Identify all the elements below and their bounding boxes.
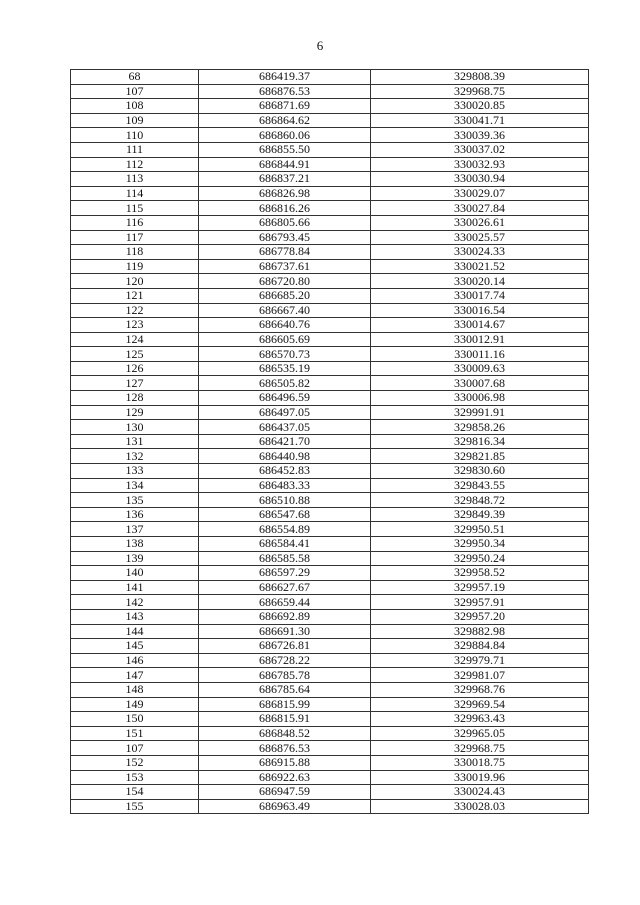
- table-row: [71, 113, 589, 128]
- y-coordinate-cell: 330039.36: [371, 128, 589, 143]
- x-coordinate-cell: 686837.21: [199, 172, 371, 187]
- x-coordinate-cell: 686585.58: [199, 551, 371, 566]
- y-coordinate-cell: 329843.55: [371, 478, 589, 493]
- point-number-cell: 143: [71, 609, 199, 624]
- point-number-cell: 107: [71, 741, 199, 756]
- table-row: [71, 303, 589, 318]
- table-row: [71, 580, 589, 595]
- y-coordinate-cell: 329958.52: [371, 566, 589, 581]
- table-row: [71, 318, 589, 333]
- x-coordinate-cell: 686440.98: [199, 449, 371, 464]
- table-row: [71, 449, 589, 464]
- x-coordinate-cell: 686860.06: [199, 128, 371, 143]
- y-coordinate-cell: 329991.91: [371, 405, 589, 420]
- point-number-cell: 144: [71, 624, 199, 639]
- point-number-cell: 149: [71, 697, 199, 712]
- table-row: [71, 551, 589, 566]
- table-row: [71, 288, 589, 303]
- table-row: [71, 332, 589, 347]
- x-coordinate-cell: 686510.88: [199, 493, 371, 508]
- point-number-cell: 119: [71, 259, 199, 274]
- table-row: [71, 172, 589, 187]
- y-coordinate-cell: 329882.98: [371, 624, 589, 639]
- point-number-cell: 141: [71, 580, 199, 595]
- point-number-cell: 128: [71, 391, 199, 406]
- y-coordinate-cell: 329957.91: [371, 595, 589, 610]
- y-coordinate-cell: 330012.91: [371, 332, 589, 347]
- table-row: [71, 142, 589, 157]
- x-coordinate-cell: 686720.80: [199, 274, 371, 289]
- point-number-cell: 145: [71, 639, 199, 654]
- x-coordinate-cell: 686421.70: [199, 434, 371, 449]
- x-coordinate-cell: 686685.20: [199, 288, 371, 303]
- y-coordinate-cell: 330028.03: [371, 799, 589, 814]
- table-row: [71, 595, 589, 610]
- y-coordinate-cell: 329849.39: [371, 507, 589, 522]
- table-row: [71, 609, 589, 624]
- table-row: [71, 493, 589, 508]
- point-number-cell: 135: [71, 493, 199, 508]
- y-coordinate-cell: 330026.61: [371, 215, 589, 230]
- y-coordinate-cell: 329884.84: [371, 639, 589, 654]
- point-number-cell: 113: [71, 172, 199, 187]
- y-coordinate-cell: 329830.60: [371, 464, 589, 479]
- y-coordinate-cell: 329968.76: [371, 682, 589, 697]
- x-coordinate-cell: 686876.53: [199, 84, 371, 99]
- y-coordinate-cell: 329808.39: [371, 70, 589, 85]
- point-number-cell: 107: [71, 84, 199, 99]
- x-coordinate-cell: 686815.91: [199, 712, 371, 727]
- point-number-cell: 120: [71, 274, 199, 289]
- x-coordinate-cell: 686452.83: [199, 464, 371, 479]
- table-row: [71, 157, 589, 172]
- point-number-cell: 117: [71, 230, 199, 245]
- table-row: [71, 420, 589, 435]
- point-number-cell: 138: [71, 537, 199, 552]
- x-coordinate-cell: 686871.69: [199, 99, 371, 114]
- point-number-cell: 140: [71, 566, 199, 581]
- table-row: [71, 434, 589, 449]
- point-number-cell: 116: [71, 215, 199, 230]
- point-number-cell: 133: [71, 464, 199, 479]
- table-row: [71, 478, 589, 493]
- y-coordinate-cell: 330020.85: [371, 99, 589, 114]
- table-row: [71, 99, 589, 114]
- table-row: [71, 755, 589, 770]
- y-coordinate-cell: 329950.34: [371, 537, 589, 552]
- table-row: [71, 405, 589, 420]
- table-row: [71, 566, 589, 581]
- y-coordinate-cell: 330009.63: [371, 361, 589, 376]
- y-coordinate-cell: 330007.68: [371, 376, 589, 391]
- y-coordinate-cell: 329963.43: [371, 712, 589, 727]
- x-coordinate-cell: 686805.66: [199, 215, 371, 230]
- x-coordinate-cell: 686659.44: [199, 595, 371, 610]
- table-row: [71, 682, 589, 697]
- x-coordinate-cell: 686584.41: [199, 537, 371, 552]
- table-row: [71, 391, 589, 406]
- point-number-cell: 142: [71, 595, 199, 610]
- y-coordinate-cell: 330029.07: [371, 186, 589, 201]
- x-coordinate-cell: 686844.91: [199, 157, 371, 172]
- table-row: [71, 653, 589, 668]
- point-number-cell: 152: [71, 755, 199, 770]
- table-row: [71, 70, 589, 85]
- x-coordinate-cell: 686864.62: [199, 113, 371, 128]
- x-coordinate-cell: 686826.98: [199, 186, 371, 201]
- y-coordinate-cell: 330016.54: [371, 303, 589, 318]
- table-row: [71, 537, 589, 552]
- point-number-cell: 109: [71, 113, 199, 128]
- coordinates-table: [70, 69, 589, 814]
- x-coordinate-cell: 686922.63: [199, 770, 371, 785]
- y-coordinate-cell: 330011.16: [371, 347, 589, 362]
- x-coordinate-cell: 686726.81: [199, 639, 371, 654]
- y-coordinate-cell: 329957.20: [371, 609, 589, 624]
- y-coordinate-cell: 329965.05: [371, 726, 589, 741]
- table-row: [71, 770, 589, 785]
- x-coordinate-cell: 686497.05: [199, 405, 371, 420]
- point-number-cell: 155: [71, 799, 199, 814]
- x-coordinate-cell: 686915.88: [199, 755, 371, 770]
- table-row: [71, 712, 589, 727]
- point-number-cell: 134: [71, 478, 199, 493]
- point-number-cell: 150: [71, 712, 199, 727]
- x-coordinate-cell: 686855.50: [199, 142, 371, 157]
- point-number-cell: 127: [71, 376, 199, 391]
- x-coordinate-cell: 686778.84: [199, 245, 371, 260]
- y-coordinate-cell: 330041.71: [371, 113, 589, 128]
- y-coordinate-cell: 329848.72: [371, 493, 589, 508]
- table-body: [71, 70, 589, 814]
- point-number-cell: 154: [71, 785, 199, 800]
- table-row: [71, 347, 589, 362]
- point-number-cell: 129: [71, 405, 199, 420]
- table-row: [71, 215, 589, 230]
- y-coordinate-cell: 330037.02: [371, 142, 589, 157]
- x-coordinate-cell: 686483.33: [199, 478, 371, 493]
- x-coordinate-cell: 686785.78: [199, 668, 371, 683]
- x-coordinate-cell: 686535.19: [199, 361, 371, 376]
- table-row: [71, 201, 589, 216]
- x-coordinate-cell: 686793.45: [199, 230, 371, 245]
- y-coordinate-cell: 329981.07: [371, 668, 589, 683]
- x-coordinate-cell: 686691.30: [199, 624, 371, 639]
- y-coordinate-cell: 330025.57: [371, 230, 589, 245]
- x-coordinate-cell: 686848.52: [199, 726, 371, 741]
- x-coordinate-cell: 686554.89: [199, 522, 371, 537]
- x-coordinate-cell: 686667.40: [199, 303, 371, 318]
- x-coordinate-cell: 686728.22: [199, 653, 371, 668]
- point-number-cell: 118: [71, 245, 199, 260]
- point-number-cell: 122: [71, 303, 199, 318]
- point-number-cell: 125: [71, 347, 199, 362]
- point-number-cell: 153: [71, 770, 199, 785]
- point-number-cell: 111: [71, 142, 199, 157]
- table-row: [71, 230, 589, 245]
- point-number-cell: 151: [71, 726, 199, 741]
- y-coordinate-cell: 330020.14: [371, 274, 589, 289]
- table-row: [71, 464, 589, 479]
- table-row: [71, 274, 589, 289]
- table-row: [71, 639, 589, 654]
- point-number-cell: 112: [71, 157, 199, 172]
- point-number-cell: 136: [71, 507, 199, 522]
- point-number-cell: 148: [71, 682, 199, 697]
- x-coordinate-cell: 686640.76: [199, 318, 371, 333]
- table-row: [71, 128, 589, 143]
- point-number-cell: 131: [71, 434, 199, 449]
- y-coordinate-cell: 330024.43: [371, 785, 589, 800]
- x-coordinate-cell: 686947.59: [199, 785, 371, 800]
- table-row: [71, 697, 589, 712]
- table-row: [71, 726, 589, 741]
- x-coordinate-cell: 686437.05: [199, 420, 371, 435]
- y-coordinate-cell: 330024.33: [371, 245, 589, 260]
- y-coordinate-cell: 330017.74: [371, 288, 589, 303]
- y-coordinate-cell: 330030.94: [371, 172, 589, 187]
- table-row: [71, 376, 589, 391]
- point-number-cell: 115: [71, 201, 199, 216]
- x-coordinate-cell: 686737.61: [199, 259, 371, 274]
- y-coordinate-cell: 329968.75: [371, 741, 589, 756]
- point-number-cell: 123: [71, 318, 199, 333]
- y-coordinate-cell: 329858.26: [371, 420, 589, 435]
- x-coordinate-cell: 686876.53: [199, 741, 371, 756]
- point-number-cell: 110: [71, 128, 199, 143]
- table-row: [71, 785, 589, 800]
- table-row: [71, 522, 589, 537]
- point-number-cell: 68: [71, 70, 199, 85]
- page-number: 6: [316, 38, 324, 53]
- y-coordinate-cell: 329969.54: [371, 697, 589, 712]
- table-row: [71, 245, 589, 260]
- table-row: [71, 799, 589, 814]
- table-row: [71, 668, 589, 683]
- x-coordinate-cell: 686815.99: [199, 697, 371, 712]
- y-coordinate-cell: 329957.19: [371, 580, 589, 595]
- y-coordinate-cell: 330018.75: [371, 755, 589, 770]
- x-coordinate-cell: 686547.68: [199, 507, 371, 522]
- y-coordinate-cell: 329968.75: [371, 84, 589, 99]
- x-coordinate-cell: 686963.49: [199, 799, 371, 814]
- table-row: [71, 361, 589, 376]
- table-row: [71, 84, 589, 99]
- point-number-cell: 147: [71, 668, 199, 683]
- point-number-cell: 108: [71, 99, 199, 114]
- point-number-cell: 130: [71, 420, 199, 435]
- point-number-cell: 124: [71, 332, 199, 347]
- x-coordinate-cell: 686605.69: [199, 332, 371, 347]
- x-coordinate-cell: 686505.82: [199, 376, 371, 391]
- point-number-cell: 137: [71, 522, 199, 537]
- y-coordinate-cell: 330006.98: [371, 391, 589, 406]
- y-coordinate-cell: 329821.85: [371, 449, 589, 464]
- y-coordinate-cell: 329950.24: [371, 551, 589, 566]
- table-row: [71, 507, 589, 522]
- point-number-cell: 139: [71, 551, 199, 566]
- point-number-cell: 121: [71, 288, 199, 303]
- y-coordinate-cell: 330021.52: [371, 259, 589, 274]
- y-coordinate-cell: 329979.71: [371, 653, 589, 668]
- x-coordinate-cell: 686496.59: [199, 391, 371, 406]
- point-number-cell: 126: [71, 361, 199, 376]
- table-row: [71, 624, 589, 639]
- y-coordinate-cell: 330014.67: [371, 318, 589, 333]
- table-row: [71, 259, 589, 274]
- x-coordinate-cell: 686570.73: [199, 347, 371, 362]
- y-coordinate-cell: 329816.34: [371, 434, 589, 449]
- table-row: [71, 186, 589, 201]
- y-coordinate-cell: 330027.84: [371, 201, 589, 216]
- y-coordinate-cell: 330019.96: [371, 770, 589, 785]
- x-coordinate-cell: 686785.64: [199, 682, 371, 697]
- x-coordinate-cell: 686816.26: [199, 201, 371, 216]
- x-coordinate-cell: 686597.29: [199, 566, 371, 581]
- y-coordinate-cell: 330032.93: [371, 157, 589, 172]
- y-coordinate-cell: 329950.51: [371, 522, 589, 537]
- table-row: [71, 741, 589, 756]
- point-number-cell: 114: [71, 186, 199, 201]
- point-number-cell: 132: [71, 449, 199, 464]
- x-coordinate-cell: 686627.67: [199, 580, 371, 595]
- x-coordinate-cell: 686692.89: [199, 609, 371, 624]
- x-coordinate-cell: 686419.37: [199, 70, 371, 85]
- point-number-cell: 146: [71, 653, 199, 668]
